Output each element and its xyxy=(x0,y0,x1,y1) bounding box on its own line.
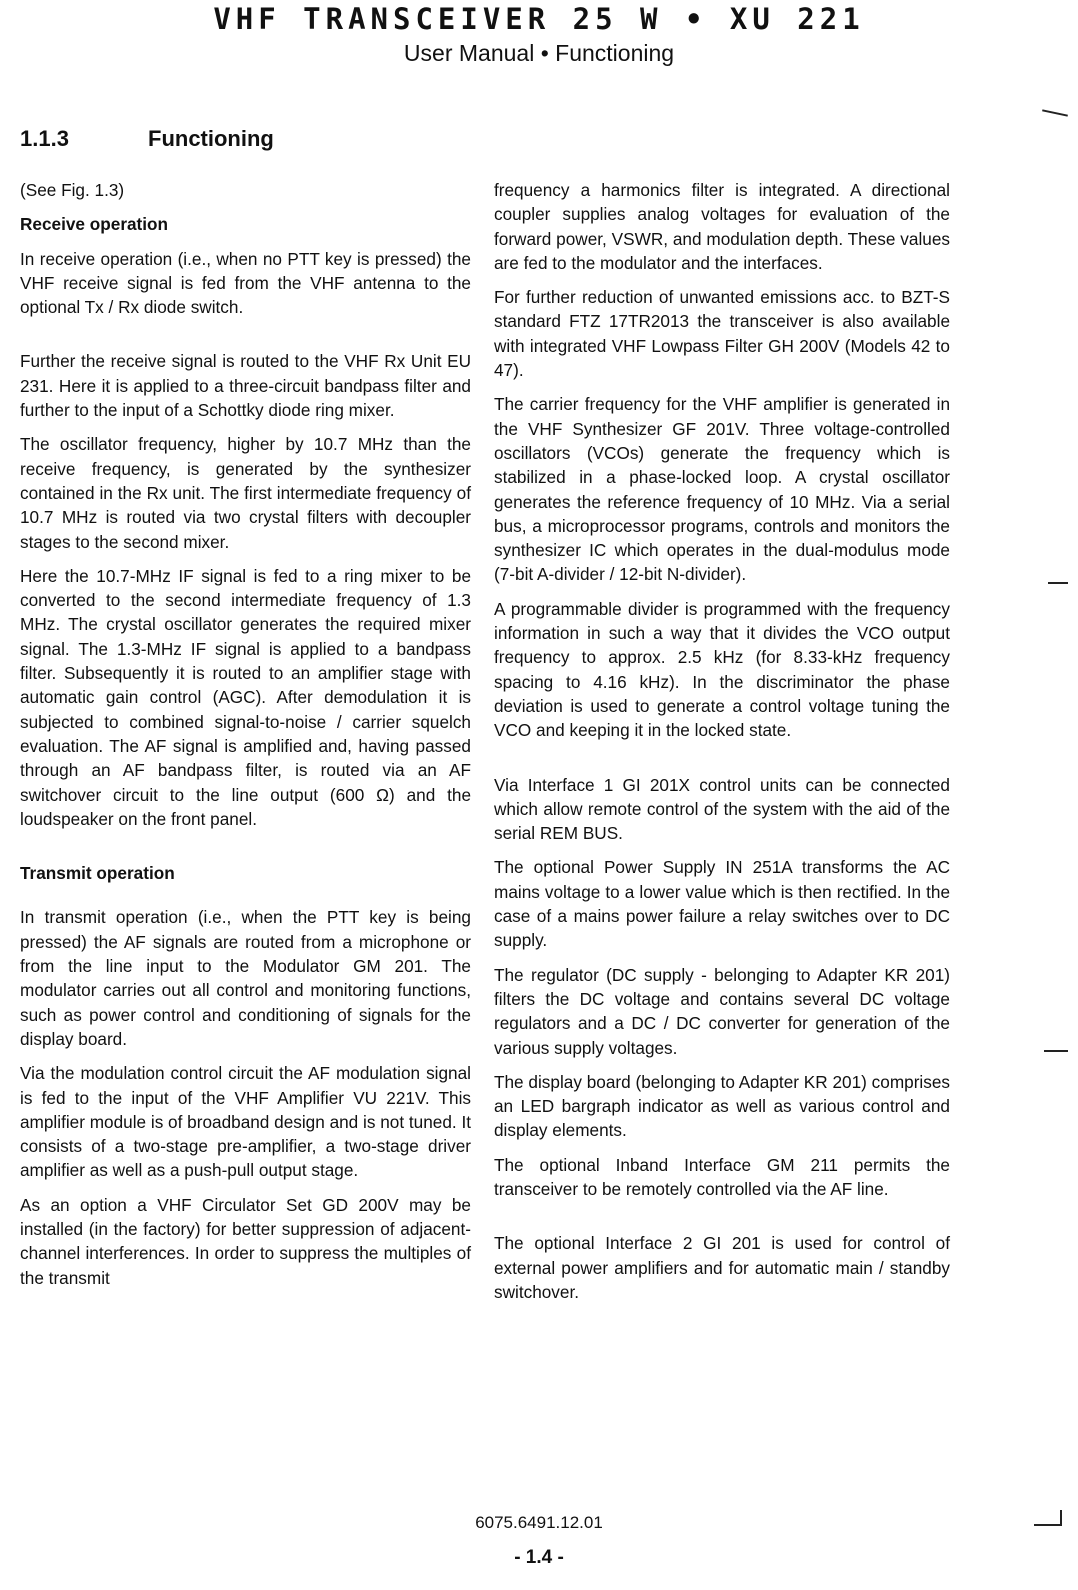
paragraph: Further the receive signal is routed to the VHF Rx Unit EU 231. Here it is applied to a three-circuit bandpass filter and further to the input of a Schottky diode ring mixer. xyxy=(20,351,471,421)
paragraph: The display board (belonging to Adapter KR 201) comprises an LED bargraph indicator as well as various control and display elements. xyxy=(494,1071,950,1141)
paragraph: frequency a harmonics filter is integrated. A directional coupler supplies analog voltages for evaluation of the forward power, VSWR, and modulation depth. These values are fed to the modulator and the interfaces. xyxy=(494,180,950,273)
paragraph: The optional Power Supply IN 251A transforms the AC mains voltage to a lower value which is then rectified. In the case of a mains power failure a relay switches over to DC supply. xyxy=(494,857,950,951)
paragraph: The carrier frequency for the VHF amplifier is generated in the VHF Synthesizer GF 201V. Three voltage-controlled oscillators (VCOs) generate the frequency which is stabilized in a phase-locked loop. A crystal oscillator generates the reference frequency of 10 MHz. Via a serial bus, a microprocessor programs, controls and monitors the synthesizer IC which operates in the dual-modulus mode (7-bit A-divider / 12-bit N-divider). xyxy=(494,394,950,585)
paragraph: The optional Interface 2 GI 201 is used for control of external power amplifiers and for automatic main / standby switchover. xyxy=(494,1233,950,1302)
right-column xyxy=(494,178,950,1304)
paragraph: Here the 10.7-MHz IF signal is fed to a ring mixer to be converted to the second intermediate frequency of 1.3 MHz. The crystal oscillator generates the required mixer signal. The 1.3-MHz IF signal is applied to a bandpass filter. Subsequently it is routed to an amplifier stage with automatic gain control (AGC). After demodulation it is subjected to combined signal-to-noise / carrier squelch evaluation. The AF signal is amplified and, having passed through an AF bandpass filter, is routed via an AF switchover circuit to the line output (600 Ω) and the loudspeaker on the front panel. xyxy=(20,565,471,829)
left-column xyxy=(20,178,471,1290)
margin-mark xyxy=(1042,109,1068,116)
paragraph: Via the modulation control circuit the AF modulation signal is fed to the input of the VHF Amplifier VU 221V. This amplifier module is of broadband design and is not tuned. It consists of a two-stage pre-amplifier, a two-stage driver amplifier as well as a push-pull output stage. xyxy=(20,1063,471,1181)
paragraph: A programmable divider is programmed with the frequency information in such a way that it divides the VCO output frequency to approx. 2.5 kHz (for 8.33-kHz frequency spacing to 4.16 kHz). In the discriminator the phase deviation is used to generate a control voltage tuning the VCO and keeping it in the locked state. xyxy=(494,598,950,741)
receive-operation-heading: Receive operation xyxy=(20,214,169,235)
paragraph: The regulator (DC supply - belonging to Adapter KR 201) filters the DC voltage and contains several DC voltage regulators and a DC / DC converter for generation of the various supply voltages. xyxy=(494,964,950,1058)
margin-mark xyxy=(1044,1050,1068,1052)
paragraph: For further reduction of unwanted emissions acc. to BZT-S standard FTZ 17TR2013 the transceiver is also available with integrated VHF Lowpass Filter GH 200V (Models 42 to 47). xyxy=(494,287,950,381)
paragraph: The optional Inband Interface GM 211 permits the transceiver to be remotely controlled via the AF line. xyxy=(494,1154,950,1199)
margin-mark xyxy=(1048,582,1068,584)
section-title: Functioning xyxy=(148,126,274,151)
document-code: 6075.6491.12.01 xyxy=(475,1513,603,1532)
paragraph: Via Interface 1 GI 201X control units can be connected which allow remote control of the system with the aid of the serial REM BUS. xyxy=(494,774,950,844)
document-subtitle: User Manual • Functioning xyxy=(403,40,675,66)
paragraph: In receive operation (i.e., when no PTT key is pressed) the VHF receive signal is fed from the VHF antenna to the optional Tx / Rx diode switch. xyxy=(20,248,471,318)
see-figure-note: (See Fig. 1.3) xyxy=(20,180,125,200)
paragraph: The oscillator frequency, higher by 10.7 MHz than the receive frequency, is generated by the synthesizer contained in the Rx unit. The first intermediate frequency of 10.7 MHz is routed via two crystal filters with decoupler stages to the second mixer. xyxy=(20,434,471,552)
paragraph: In transmit operation (i.e., when the PTT key is being pressed) the AF signals are routed from a microphone or from the line input to the Modulator GM 201. The modulator carries out all control and monitoring functions, such as power control and conditioning of signals for the display board. xyxy=(20,907,471,1049)
page-number: - 1.4 - xyxy=(514,1547,564,1568)
paragraph: As an option a VHF Circulator Set GD 200V may be installed (in the factory) for better suppression of adjacent-channel interferences. In order to suppress the multiples of the transmit xyxy=(20,1194,471,1288)
document-title: VHF TRANSCEIVER 25 W • XU 221 xyxy=(213,2,865,36)
section-number: 1.1.3 xyxy=(20,126,69,151)
transmit-operation-heading: Transmit operation xyxy=(20,863,175,884)
